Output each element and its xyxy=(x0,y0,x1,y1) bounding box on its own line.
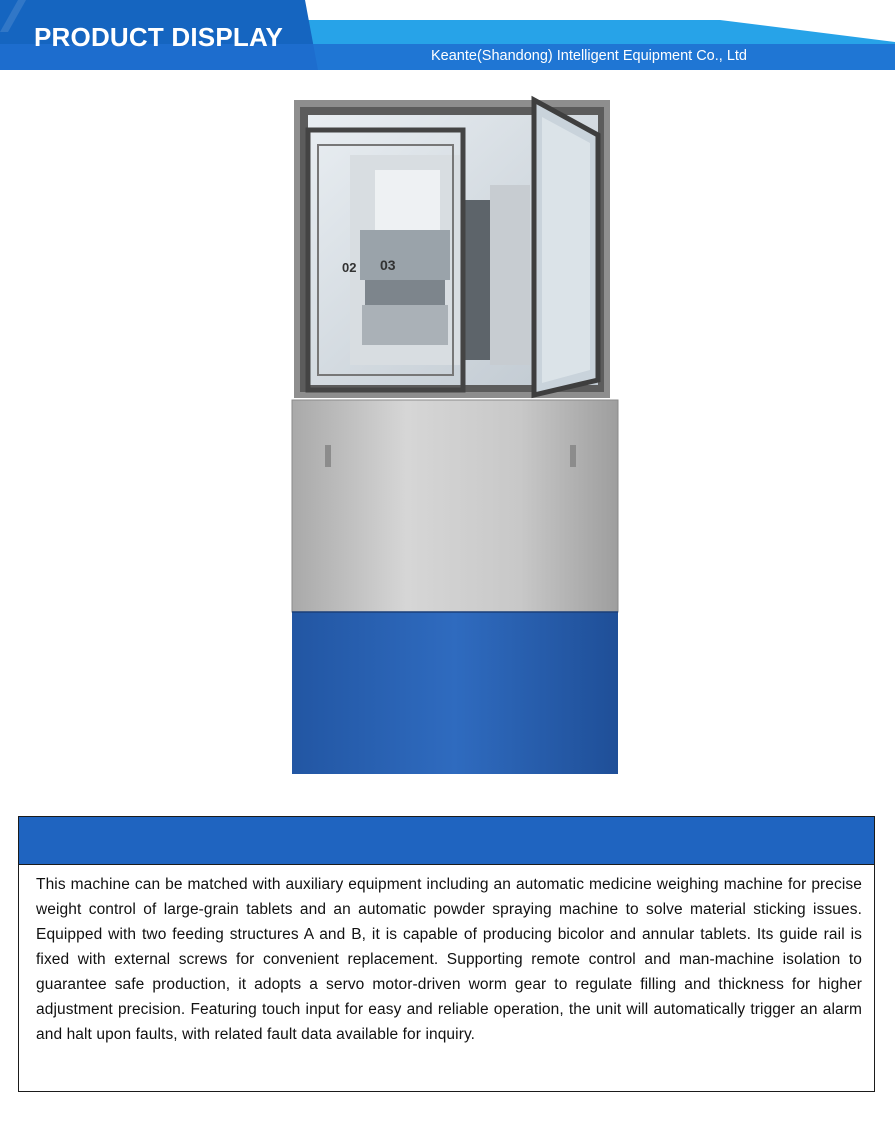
panel-label-right: 02 xyxy=(342,260,357,275)
description-text: This machine can be matched with auxiliary equipment including an automatic medicine weighing machine for precise weight control of large-grain tablets and an automatic powder spraying machine to solve material sticking issues. Equipped with two feeding structures A and B, it is capable of producing bicolor and annular tablets. Its guide rail is fixed with external screws for convenient replacement. Supporting remote control and man-machine isolation to guarantee safe production, it adopts a servo motor-driven worm gear to regulate filling and thickness for higher adjustment precision. Featuring touch input for easy and reliable operation, the unit will automatically trigger an alarm and halt upon faults, with related fault data available for inquiry. xyxy=(36,876,862,1043)
company-name: Keante(Shandong) Intelligent Equipment Co., Ltd xyxy=(431,48,747,64)
product-image xyxy=(280,95,630,780)
panel-label-left: 03 xyxy=(380,257,396,273)
header-banner xyxy=(0,0,895,75)
description-box xyxy=(18,816,875,1092)
description-header xyxy=(19,817,874,865)
page-title: PRODUCT DISPLAY xyxy=(34,22,284,52)
